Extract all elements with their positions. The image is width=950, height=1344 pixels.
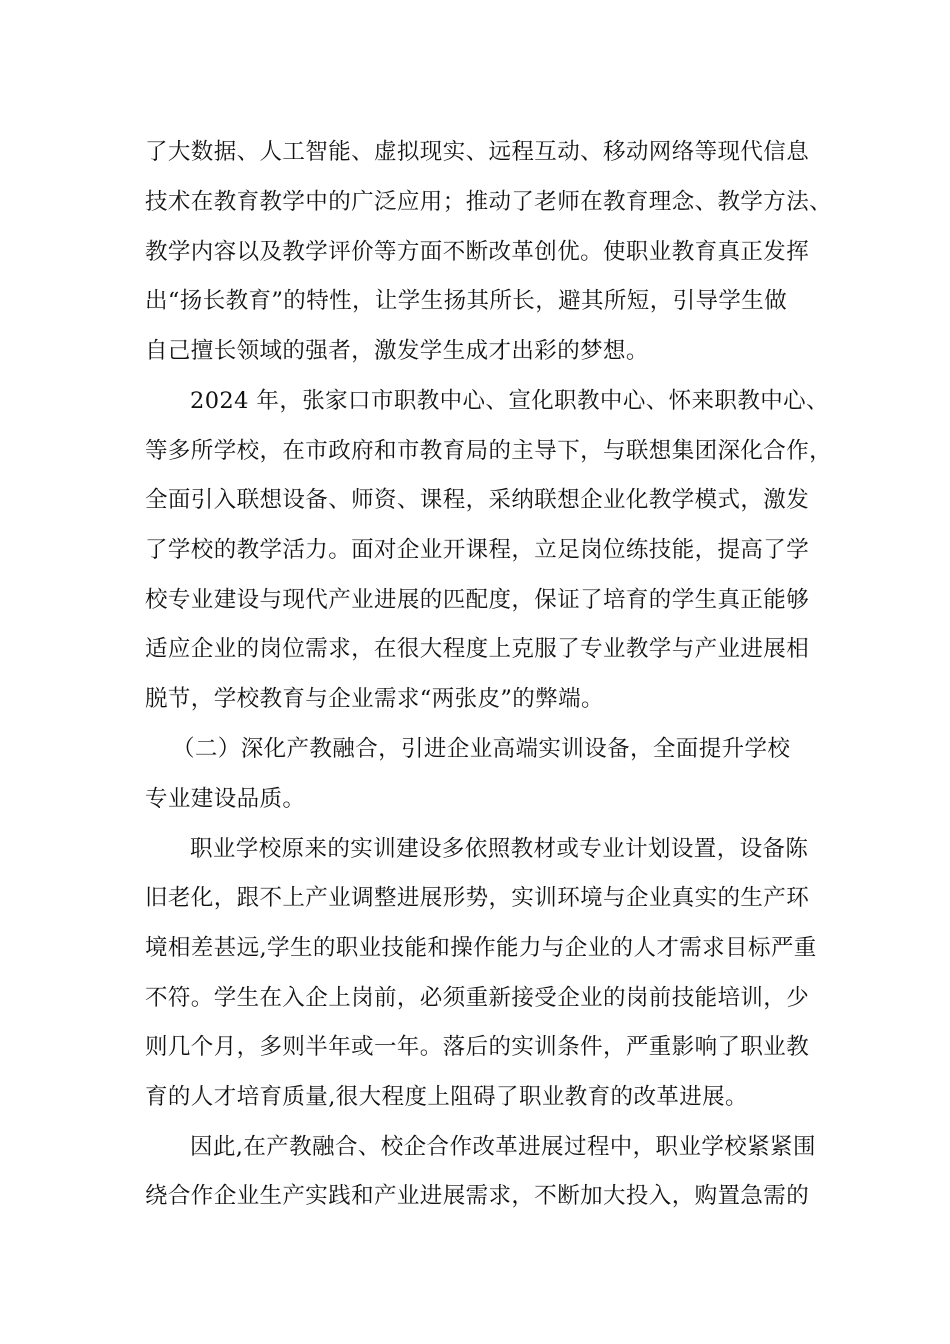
text-line: 全面引入联想设备、师资、课程，采纳联想企业化教学模式，激发 <box>145 487 810 513</box>
section-heading: （二）深化产教融合，引进企业高端实训设备，全面提升学校 <box>172 736 791 762</box>
text-line: 技术在教育教学中的广泛应用；推动了老师在教育理念、教学方法、 <box>145 189 833 215</box>
section-heading-continued: 专业建设品质。 <box>145 786 306 812</box>
text-line: 了学校的教学活力。面对企业开课程，立足岗位练技能，提高了学 <box>145 537 810 563</box>
text-line: 校专业建设与现代产业进展的匹配度，保证了培育的学生真正能够 <box>145 587 810 613</box>
text-line: 等多所学校，在市政府和市教育局的主导下，与联想集团深化合作， <box>145 438 833 464</box>
text-line: 了大数据、人工智能、虚拟现实、远程互动、移动网络等现代信息 <box>145 139 810 165</box>
paragraph-first-line: 职业学校原来的实训建设多依照教材或专业计划设置，设备陈 <box>190 836 809 862</box>
text-line: 育的人才培育质量,很大程度上阻碍了职业教育的改革进展。 <box>145 1084 748 1110</box>
text-line: 旧老化，跟不上产业调整进展形势，实训环境与企业真实的生产环 <box>145 885 810 911</box>
text-line: 出“扬长教育”的特性，让学生扬其所长，避其所短，引导学生做 <box>145 288 788 314</box>
text-line: 适应企业的岗位需求，在很大程度上克服了专业教学与产业进展相 <box>145 636 810 662</box>
text-line: 自己擅长领域的强者，激发学生成才出彩的梦想。 <box>145 338 649 364</box>
text-line: 境相差甚远,学生的职业技能和操作能力与企业的人才需求目标严重 <box>145 935 817 961</box>
text-line: 脱节，学校教育与企业需求“两张皮”的弊端。 <box>145 686 604 712</box>
text-line: 绕合作企业生产实践和产业进展需求，不断加大投入，购置急需的 <box>145 1183 810 1209</box>
text-line: 不符。学生在入企上岗前，必须重新接受企业的岗前技能培训，少 <box>145 985 810 1011</box>
text-line: 教学内容以及教学评价等方面不断改革创优。使职业教育真正发挥 <box>145 239 810 265</box>
text-line: 则几个月，多则半年或一年。落后的实训条件，严重影响了职业教 <box>145 1034 810 1060</box>
paragraph-first-line: 2024 年，张家口市职教中心、宣化职教中心、怀来职教中心、 <box>190 388 829 414</box>
paragraph-first-line: 因此,在产教融合、校企合作改革进展过程中，职业学校紧紧围 <box>190 1134 816 1160</box>
